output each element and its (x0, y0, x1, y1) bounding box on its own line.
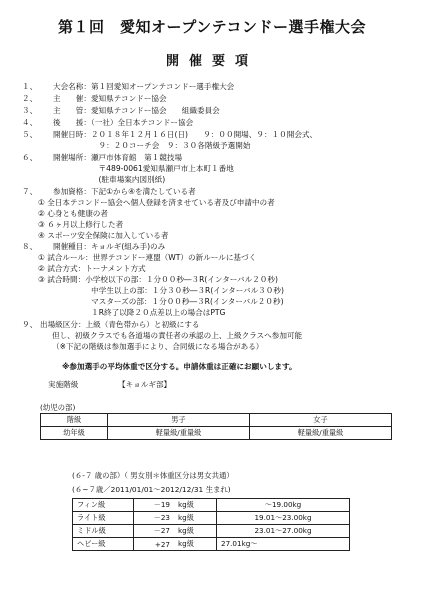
table-row (41, 427, 392, 440)
item-number: ５、 (22, 130, 38, 139)
table-cell: +27 (134, 538, 175, 551)
item-number: ７、 (22, 187, 38, 196)
table-row (73, 538, 350, 551)
weight-notice: ※参加選手の平均体重で区分する。申請体重は正確にお願いします。 (62, 362, 297, 371)
table-cell: －27 (134, 525, 175, 538)
table-cell: 幼年級 (41, 427, 108, 440)
kids-caption: (幼児の部) (40, 403, 76, 412)
item-number: ８、 (22, 242, 38, 251)
item-label: 開催種目：キョルギ(組み手)のみ (53, 242, 166, 251)
table-cell: 23.01～27.00kg (217, 525, 350, 538)
table-row (73, 499, 350, 512)
table-cell: 19.01～23.00kg (217, 512, 350, 525)
table-cell: kg級 (174, 499, 217, 512)
rule-item: マスターズの部：１分００秒―３R(インターバル２０秒) (38, 297, 284, 306)
item-label: 出場級区分：上級（青色帯から）と初級にする (40, 320, 200, 329)
item-number: ６、 (22, 153, 38, 162)
table-cell: kg級 (174, 512, 217, 525)
rule-item: １R終了以降２０点差以上の場合はPTG (38, 308, 226, 317)
item-number: ３、 (22, 106, 38, 115)
table-cell: ミドル級 (73, 525, 134, 538)
table-cell: ライト級 (73, 512, 134, 525)
rule-item: ② 試合方式：トーナメント方式 (38, 264, 146, 273)
table-row (73, 512, 350, 525)
item-label: 大会名称：第１回愛知オープンテコンドー選手権大会 (53, 82, 235, 91)
kids-table (40, 413, 392, 440)
event-label: 実施階級 (48, 380, 79, 389)
table-row (73, 525, 350, 538)
item-note: 但し、初級クラスでも各道場の責任者の承認の上、上級クラスへ参加可能 (52, 331, 303, 340)
table-cell: 軽量級/重量級 (108, 427, 250, 440)
item-label: 参加資格：下記①から④を満たしている者 (53, 187, 196, 196)
table-cell: kg級 (174, 525, 217, 538)
item-number: ４、 (22, 118, 38, 127)
table-header: 階級 (41, 414, 108, 427)
table-header: 男子 (108, 414, 250, 427)
qualification-item: ② 心身とも健康の者 (38, 209, 108, 218)
table-cell: －23 (134, 512, 175, 525)
rule-item: ① 試合ルール：世界テコンドー連盟（WT）の新ルールに基づく (38, 253, 257, 262)
page-subtitle: 開催要項 (165, 54, 258, 69)
item-label: (駐車場案内図別紙) (53, 175, 166, 184)
table-cell: 27.01kg～ (217, 538, 350, 551)
item-label: 主 催：愛知県テコンドー協会 (53, 94, 167, 103)
qualification-item: ④ スポーツ安全保険に加入している者 (38, 231, 169, 240)
qualification-item: ① 全日本テコンドー協会へ個人登録を済ませている者及び申請中の者 (38, 198, 275, 207)
item-label: 開催場所：瀬戸市体育館 第１競技場 (53, 153, 183, 162)
event-type: 【キョルギ部】 (118, 380, 172, 389)
table-cell: ヘビー級 (73, 538, 134, 551)
item-label: 後 援：（一社）全日本テコンドー協会 (53, 118, 194, 127)
item-label: 〒489-0061愛知県瀬戸市上本町１番地 (53, 164, 234, 173)
item-number: ９、 (22, 320, 38, 329)
table-cell: ～19.00kg (217, 499, 350, 512)
item-label: 開催日時：２０１８年１２月１６日(日) ９：００開場、９：１０開会式、 (53, 130, 318, 139)
rule-item: 中学生以上の部：１分３０秒―３R(インターバル３０秒) (38, 286, 284, 295)
age-range: (６~７歳／2011/01/01～2012/12/31 生まれ) (72, 485, 231, 494)
table-cell: kg級 (174, 538, 217, 551)
item-label: 主 管：愛知県テコンドー協会 組織委員会 (53, 106, 220, 115)
page-title: 第１回 愛知オープンテコンドー選手権大会 (57, 18, 367, 36)
table-cell: フィン級 (73, 499, 134, 512)
table-cell: 軽量級/重量級 (250, 427, 392, 440)
item-number: １、 (22, 82, 38, 91)
table-header-row (41, 414, 392, 427)
item-label: ９：２０コーチ会 ９：３０各階級予選開始 (53, 141, 251, 150)
item-note: （※下記の階級は参加選手により、合同級になる場合がある） (52, 342, 264, 351)
table-cell: －19 (134, 499, 175, 512)
weight-table (72, 498, 350, 551)
qualification-item: ③ ６ヶ月以上修行した者 (38, 220, 124, 229)
item-number: ２、 (22, 94, 38, 103)
table-header: 女子 (250, 414, 392, 427)
age-caption: (６-７ 歳の部）（ 男女別＊体重区分は男女共通） (72, 471, 234, 480)
rule-item: ③ 試合時間：小学校以下の部：１分００秒―３R(インターバル２０秒) (38, 275, 278, 284)
